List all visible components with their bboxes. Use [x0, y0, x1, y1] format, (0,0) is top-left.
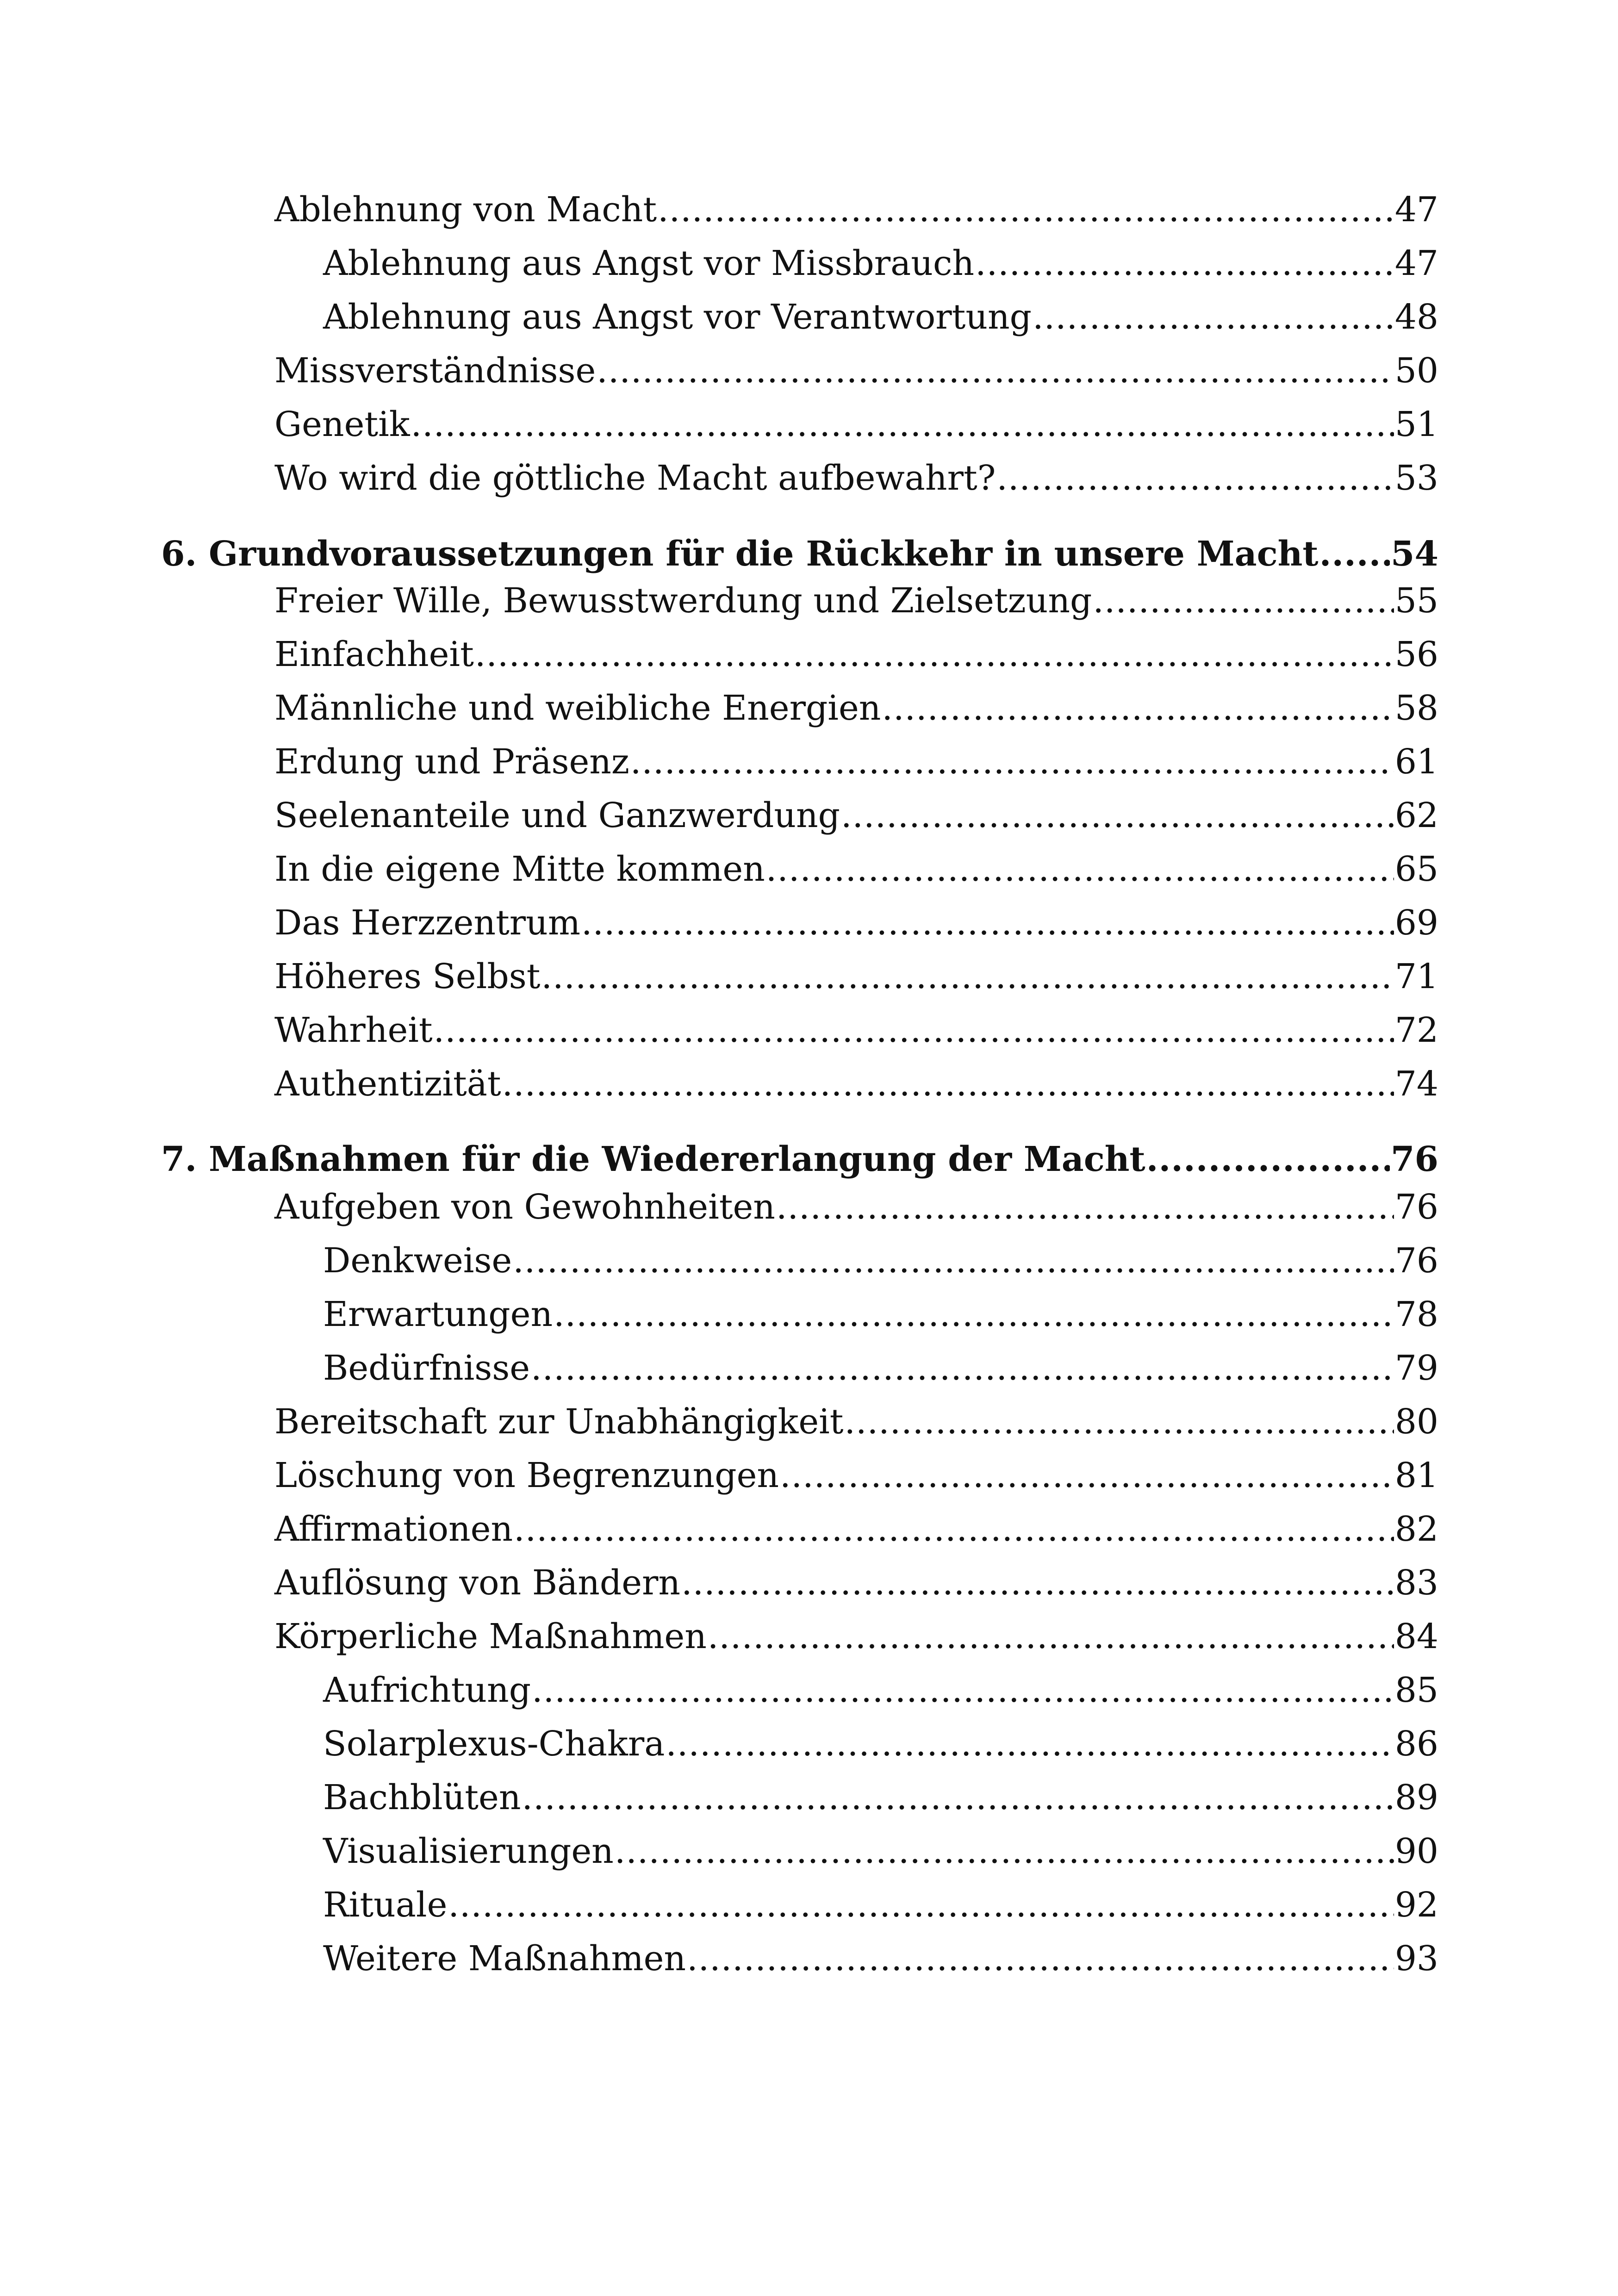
toc-entry-page: 92: [1394, 1885, 1438, 1925]
toc-entry: [274, 951, 1438, 1002]
toc-dot-leader: [411, 399, 1394, 450]
toc-entry-title: Aufrichtung: [323, 1670, 531, 1710]
toc-dot-leader: [681, 1557, 1394, 1608]
toc-entry-page: 93: [1394, 1939, 1438, 1979]
toc-dot-leader: [1319, 529, 1390, 579]
toc-entry-title: Ablehnung aus Angst vor Verantwortung: [323, 297, 1032, 337]
toc-dot-leader: [1093, 575, 1394, 626]
toc-dot-leader: [1146, 1134, 1390, 1185]
toc-dot-leader: [845, 1396, 1394, 1447]
toc-entry: [323, 1772, 1438, 1823]
toc-entry-title: Seelenanteile und Ganzwerdung: [274, 796, 840, 835]
toc-dot-leader: [532, 1665, 1394, 1716]
toc-entry: [323, 238, 1438, 289]
toc-dot-leader: [841, 790, 1394, 841]
toc-entry-page: 76: [1394, 1241, 1438, 1281]
toc-entry-title: Wahrheit: [274, 1010, 433, 1050]
toc-entry-title: Bedürfnisse: [323, 1348, 530, 1388]
toc-dot-leader: [531, 1343, 1394, 1394]
toc-entry-page: 54: [1391, 534, 1438, 574]
toc-entry-title: Rituale: [323, 1885, 448, 1925]
toc-dot-leader: [448, 1879, 1394, 1930]
toc-entry-page: 76: [1394, 1187, 1438, 1227]
toc-dot-leader: [996, 453, 1394, 504]
toc-entry: [274, 1182, 1438, 1232]
toc-dot-leader: [975, 238, 1394, 289]
toc-dot-leader: [708, 1611, 1394, 1662]
toc-entry-page: 71: [1394, 957, 1438, 996]
toc-entry-title: Genetik: [274, 404, 410, 444]
toc-entry-page: 78: [1394, 1294, 1438, 1334]
toc-entry-page: 47: [1394, 243, 1438, 283]
toc-dot-leader: [502, 1058, 1394, 1109]
toc-entry: [274, 399, 1438, 450]
toc-entry: [274, 1557, 1438, 1608]
toc-entry-page: 50: [1394, 351, 1438, 391]
toc-dot-leader: [658, 184, 1394, 235]
toc-entry: [274, 1450, 1438, 1501]
toc-entry-page: 74: [1394, 1064, 1438, 1104]
toc-chapter-heading: [161, 1134, 1438, 1185]
toc-entry: [323, 1718, 1438, 1769]
toc-entry-page: 61: [1394, 742, 1438, 782]
toc-entry: [323, 1826, 1438, 1877]
toc-entry-title: Erdung und Präsenz: [274, 742, 629, 782]
toc-dot-leader: [513, 1235, 1394, 1286]
toc-dot-leader: [766, 844, 1394, 895]
toc-entry-title: Ablehnung von Macht: [274, 190, 657, 230]
toc-entry-title: Wo wird die göttliche Macht aufbewahrt?: [274, 458, 996, 498]
toc-entry: [274, 1396, 1438, 1447]
toc-entry-page: 51: [1394, 404, 1438, 444]
toc-entry-title: Bereitschaft zur Unabhängigkeit: [274, 1402, 844, 1442]
toc-entry-page: 82: [1394, 1509, 1438, 1549]
toc-entry-title: Solarplexus-Chakra: [323, 1724, 665, 1764]
toc-chapter-heading: [161, 529, 1438, 579]
toc-entry-title: In die eigene Mitte kommen: [274, 849, 765, 889]
toc-entry: [274, 345, 1438, 396]
toc-entry-title: Löschung von Begrenzungen: [274, 1456, 779, 1495]
toc-dot-leader: [554, 1289, 1394, 1340]
toc-entry-page: 86: [1394, 1724, 1438, 1764]
toc-entry-page: 80: [1394, 1402, 1438, 1442]
toc-dot-leader: [514, 1504, 1394, 1555]
toc-dot-leader: [666, 1718, 1394, 1769]
toc-entry: [274, 629, 1438, 680]
toc-dot-leader: [776, 1182, 1394, 1232]
toc-entry: [274, 736, 1438, 787]
toc-dot-leader: [882, 683, 1394, 734]
toc-entry-page: 76: [1391, 1139, 1438, 1179]
toc-entry: [323, 1235, 1438, 1286]
toc-entry: [323, 1933, 1438, 1984]
toc-entry-title: Freier Wille, Bewusstwerdung und Zielsetzung: [274, 581, 1092, 621]
toc-dot-leader: [780, 1450, 1394, 1501]
toc-entry: [323, 1289, 1438, 1340]
toc-entry: [274, 1058, 1438, 1109]
toc-entry-page: 79: [1394, 1348, 1438, 1388]
toc-entry: [323, 1879, 1438, 1930]
toc-entry-page: 55: [1394, 581, 1438, 621]
toc-entry-page: 53: [1394, 458, 1438, 498]
toc-entry-page: 83: [1394, 1563, 1438, 1603]
toc-entry-title: 7. Maßnahmen für die Wiedererlangung der Macht: [161, 1139, 1145, 1179]
toc-entry-title: Weitere Maßnahmen: [323, 1939, 686, 1979]
toc-entry: [323, 1665, 1438, 1716]
toc-dot-leader: [597, 345, 1394, 396]
toc-entry-title: Das Herzzentrum: [274, 903, 581, 943]
toc-entry-page: 48: [1394, 297, 1438, 337]
toc-dot-leader: [687, 1933, 1394, 1984]
toc-entry-page: 85: [1394, 1670, 1438, 1710]
toc-entry: [323, 292, 1438, 342]
toc-entry-page: 62: [1394, 796, 1438, 835]
toc-dot-leader: [522, 1772, 1394, 1823]
toc-entry: [274, 897, 1438, 948]
toc-entry: [274, 575, 1438, 626]
toc-entry-title: Bachblüten: [323, 1778, 521, 1817]
toc-dot-leader: [581, 897, 1394, 948]
toc-entry: [274, 1005, 1438, 1056]
toc-entry: [274, 683, 1438, 734]
toc-entry-page: 56: [1394, 635, 1438, 674]
toc-entry: [274, 453, 1438, 504]
toc-entry-page: 69: [1394, 903, 1438, 943]
toc-entry: [274, 790, 1438, 841]
toc-entry-title: Aufgeben von Gewohnheiten: [274, 1187, 775, 1227]
toc-dot-leader: [434, 1005, 1394, 1056]
toc-entry-title: Auflösung von Bändern: [274, 1563, 681, 1603]
toc-entry-title: Affirmationen: [274, 1509, 513, 1549]
toc-entry-title: Authentizität: [274, 1064, 501, 1104]
toc-entry-title: Denkweise: [323, 1241, 512, 1281]
toc-entry-title: Erwartungen: [323, 1294, 553, 1334]
toc-dot-leader: [630, 736, 1394, 787]
toc-entry-title: Missverständnisse: [274, 351, 596, 391]
toc-entry-page: 65: [1394, 849, 1438, 889]
toc-dot-leader: [615, 1826, 1394, 1877]
toc-dot-leader: [1033, 292, 1394, 342]
toc-entry-title: Visualisierungen: [323, 1831, 614, 1871]
toc-entry-page: 84: [1394, 1617, 1438, 1656]
toc-entry-page: 81: [1394, 1456, 1438, 1495]
toc-entry: [274, 1611, 1438, 1662]
toc-entry: [323, 1343, 1438, 1394]
toc-entry-page: 72: [1394, 1010, 1438, 1050]
toc-entry-page: 58: [1394, 688, 1438, 728]
toc-entry: [274, 844, 1438, 895]
toc-entry-page: 90: [1394, 1831, 1438, 1871]
toc-entry-title: Ablehnung aus Angst vor Missbrauch: [323, 243, 975, 283]
toc-entry-title: Höheres Selbst: [274, 957, 541, 996]
toc-entry: [274, 184, 1438, 235]
toc-entry-page: 89: [1394, 1778, 1438, 1817]
toc-entry-page: 47: [1394, 190, 1438, 230]
toc-entry-title: Männliche und weibliche Energien: [274, 688, 881, 728]
toc-dot-leader: [475, 629, 1394, 680]
toc-entry-title: Körperliche Maßnahmen: [274, 1617, 707, 1656]
toc-entry: [274, 1504, 1438, 1555]
toc-entry-title: 6. Grundvoraussetzungen für die Rückkehr in unsere Macht: [161, 534, 1319, 574]
toc-entry-title: Einfachheit: [274, 635, 474, 674]
toc-dot-leader: [541, 951, 1394, 1002]
